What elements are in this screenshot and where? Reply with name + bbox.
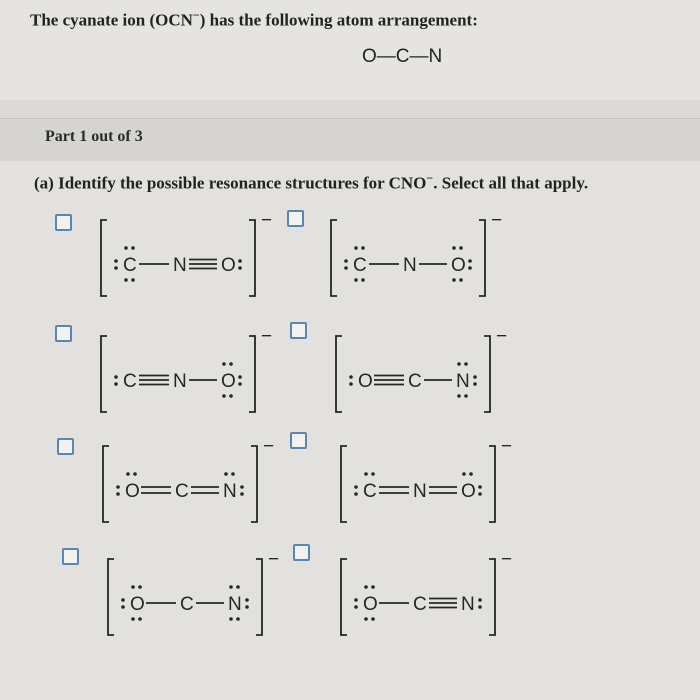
instruction-charge: − xyxy=(426,171,434,185)
lone-pair-dot xyxy=(354,246,358,250)
lone-pair-dot xyxy=(361,278,365,282)
lone-pair-dot xyxy=(240,485,244,489)
lone-pair-dot xyxy=(238,259,242,263)
lone-pair-dot xyxy=(462,472,466,476)
option-4-checkbox[interactable] xyxy=(290,322,307,339)
lone-pair-dot xyxy=(468,259,472,263)
atom-o: O xyxy=(451,255,466,276)
lone-pair-dot xyxy=(229,585,233,589)
atom-o: O xyxy=(358,371,373,392)
atom-o: O xyxy=(461,481,476,502)
left-bracket xyxy=(336,336,342,412)
lewis-structure-5 xyxy=(97,436,317,530)
lone-pair-dot xyxy=(364,617,368,621)
lone-pair-dot xyxy=(222,362,226,366)
lone-pair-dot xyxy=(116,485,120,489)
lone-pair-dot xyxy=(459,246,463,250)
lone-pair-dot xyxy=(114,259,118,263)
lone-pair-dot xyxy=(344,259,348,263)
lone-pair-dot xyxy=(126,472,130,476)
atom-n: N xyxy=(223,481,237,502)
instruction-text xyxy=(34,171,588,194)
lone-pair-dot xyxy=(469,472,473,476)
lewis-structure-3 xyxy=(95,326,315,420)
lone-pair-dot xyxy=(222,394,226,398)
lone-pair-dot xyxy=(361,246,365,250)
lone-pair-dot xyxy=(124,278,128,282)
left-bracket xyxy=(331,220,337,296)
atom-c: C xyxy=(413,594,427,615)
left-bracket xyxy=(101,336,107,412)
lone-pair-dot xyxy=(229,617,233,621)
option-7-structure xyxy=(102,549,322,643)
lone-pair-dot xyxy=(131,246,135,250)
atom-n: N xyxy=(413,481,427,502)
lone-pair-dot xyxy=(354,492,358,496)
option-5-structure xyxy=(97,436,317,530)
lone-pair-dot xyxy=(364,585,368,589)
lone-pair-dot xyxy=(364,472,368,476)
lewis-structure-1 xyxy=(95,210,315,304)
option-1-structure xyxy=(95,210,315,304)
lewis-structure-4 xyxy=(330,326,550,420)
lone-pair-dot xyxy=(344,266,348,270)
option-6-structure xyxy=(335,436,555,530)
lone-pair-dot xyxy=(114,266,118,270)
lewis-structure-2 xyxy=(325,210,545,304)
right-bracket xyxy=(479,220,485,296)
instruction-text-after: . Select all that apply. xyxy=(433,173,589,193)
lone-pair-dot xyxy=(457,394,461,398)
lone-pair-dot xyxy=(131,278,135,282)
lone-pair-dot xyxy=(238,266,242,270)
lone-pair-dot xyxy=(131,617,135,621)
lone-pair-dot xyxy=(224,472,228,476)
lone-pair-dot xyxy=(138,617,142,621)
lone-pair-dot xyxy=(371,585,375,589)
lone-pair-dot xyxy=(240,492,244,496)
left-bracket xyxy=(108,559,114,635)
lewis-structure-6 xyxy=(335,436,555,530)
lone-pair-dot xyxy=(478,485,482,489)
atom-n: N xyxy=(461,594,475,615)
atom-o: O xyxy=(363,594,378,615)
lone-pair-dot xyxy=(236,617,240,621)
right-bracket xyxy=(484,336,490,412)
charge-label: − xyxy=(496,326,508,347)
lone-pair-dot xyxy=(452,246,456,250)
lone-pair-dot xyxy=(114,375,118,379)
right-bracket xyxy=(249,336,255,412)
right-bracket xyxy=(489,446,495,522)
option-8-structure xyxy=(335,549,555,643)
charge-label: − xyxy=(263,436,275,457)
lone-pair-dot xyxy=(349,382,353,386)
lone-pair-dot xyxy=(457,362,461,366)
lone-pair-dot xyxy=(464,394,468,398)
lone-pair-dot xyxy=(354,278,358,282)
charge-label: − xyxy=(261,210,273,231)
lone-pair-dot xyxy=(354,605,358,609)
option-6-checkbox[interactable] xyxy=(290,432,307,449)
lone-pair-dot xyxy=(245,598,249,602)
lone-pair-dot xyxy=(349,375,353,379)
atom-c: C xyxy=(353,255,367,276)
charge-label: − xyxy=(268,549,280,570)
atom-o: O xyxy=(130,594,145,615)
left-bracket xyxy=(341,559,347,635)
right-bracket xyxy=(489,559,495,635)
atom-c: C xyxy=(175,481,189,502)
option-2-checkbox[interactable] xyxy=(287,210,304,227)
lewis-structure-8 xyxy=(335,549,555,643)
option-3-checkbox[interactable] xyxy=(55,325,72,342)
atom-n: N xyxy=(456,371,470,392)
charge-label: − xyxy=(501,436,513,457)
option-4-structure xyxy=(330,326,550,420)
lone-pair-dot xyxy=(468,266,472,270)
charge-label: − xyxy=(501,549,513,570)
lone-pair-dot xyxy=(238,375,242,379)
lone-pair-dot xyxy=(121,605,125,609)
atom-arrangement: O—C—N xyxy=(362,46,443,67)
question-text-after: ) has the following atom arrangement: xyxy=(199,10,478,30)
charge-label: − xyxy=(261,326,273,347)
charge-label: − xyxy=(491,210,503,231)
atom-n: N xyxy=(228,594,242,615)
lone-pair-dot xyxy=(229,394,233,398)
lone-pair-dot xyxy=(473,375,477,379)
atom-o: O xyxy=(221,255,236,276)
atom-o: O xyxy=(221,371,236,392)
atom-o: O xyxy=(125,481,140,502)
lone-pair-dot xyxy=(478,605,482,609)
right-bracket xyxy=(249,220,255,296)
option-8-checkbox[interactable] xyxy=(293,544,310,561)
lone-pair-dot xyxy=(229,362,233,366)
lone-pair-dot xyxy=(354,485,358,489)
lone-pair-dot xyxy=(238,382,242,386)
lone-pair-dot xyxy=(459,278,463,282)
lone-pair-dot xyxy=(231,472,235,476)
lone-pair-dot xyxy=(478,492,482,496)
atom-c: C xyxy=(363,481,377,502)
part-label: Part 1 out of 3 xyxy=(45,128,143,145)
atom-c: C xyxy=(123,255,137,276)
lone-pair-dot xyxy=(473,382,477,386)
lone-pair-dot xyxy=(131,585,135,589)
lone-pair-dot xyxy=(114,382,118,386)
lone-pair-dot xyxy=(464,362,468,366)
right-bracket xyxy=(251,446,257,522)
lone-pair-dot xyxy=(245,605,249,609)
lone-pair-dot xyxy=(236,585,240,589)
left-bracket xyxy=(103,446,109,522)
lone-pair-dot xyxy=(124,246,128,250)
option-3-structure xyxy=(95,326,315,420)
right-bracket xyxy=(256,559,262,635)
option-1-checkbox[interactable] xyxy=(55,214,72,231)
lone-pair-dot xyxy=(116,492,120,496)
lone-pair-dot xyxy=(478,598,482,602)
question-text xyxy=(30,8,478,31)
atom-n: N xyxy=(173,371,187,392)
lone-pair-dot xyxy=(138,585,142,589)
question-charge: − xyxy=(192,8,200,22)
atom-n: N xyxy=(173,255,187,276)
lone-pair-dot xyxy=(371,617,375,621)
lewis-structure-7 xyxy=(102,549,322,643)
atom-c: C xyxy=(180,594,194,615)
lone-pair-dot xyxy=(452,278,456,282)
lone-pair-dot xyxy=(133,472,137,476)
left-bracket xyxy=(101,220,107,296)
left-bracket xyxy=(341,446,347,522)
instruction-text-before: (a) Identify the possible resonance structures for CNO xyxy=(34,173,427,193)
option-7-checkbox[interactable] xyxy=(62,548,79,565)
option-5-checkbox[interactable] xyxy=(57,438,74,455)
atom-c: C xyxy=(408,371,422,392)
question-text-before: The cyanate ion (OCN xyxy=(30,10,193,30)
lone-pair-dot xyxy=(354,598,358,602)
lone-pair-dot xyxy=(371,472,375,476)
atom-n: N xyxy=(403,255,417,276)
lone-pair-dot xyxy=(121,598,125,602)
option-2-structure xyxy=(325,210,545,304)
atom-c: C xyxy=(123,371,137,392)
